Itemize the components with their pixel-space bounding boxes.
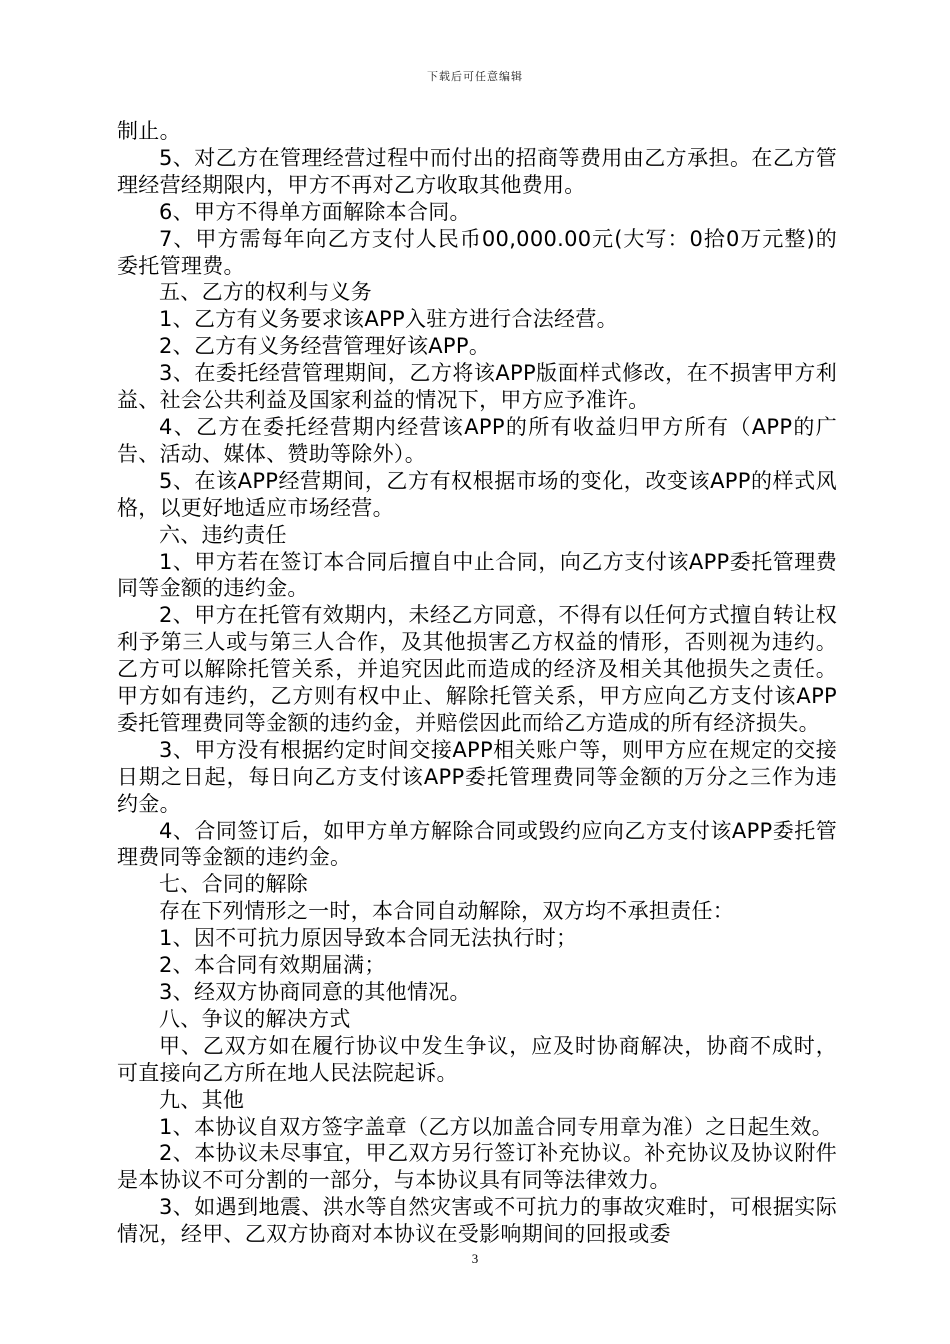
paragraph: 七、合同的解除 (159, 872, 309, 897)
paragraph: 九、其他 (159, 1087, 245, 1112)
paragraph: 存在下列情形之一时，本合同自动解除，双方均不承担责任： (159, 899, 735, 924)
paragraph: 3、经双方协商同意的其他情况。 (159, 980, 471, 1004)
paragraph: 2、甲方在托管有效期内，未经乙方同意，不得有以任何方式擅自转让权利予第三人或与第三人合作，及其他损害乙方权益的情形，否则视为违约。乙方可以解除托管关系，并追究因此而造成的经济及相关其他损失之责任。甲方如有违约，乙方则有权中止、解除托管关系，甲方应向乙方支付该APP委托管理费同等金额的违约金，并赔偿因此而给乙方造成的所有经济损失。 (117, 603, 837, 735)
paragraph: 五、乙方的权利与义务 (159, 280, 372, 305)
paragraph: 1、甲方若在签订本合同后擅自中止合同，向乙方支付该APP委托管理费同等金额的违约金。 (117, 549, 837, 601)
paragraph: 3、甲方没有根据约定时间交接APP相关账户等，则甲方应在规定的交接日期之日起，每日向乙方支付该APP委托管理费同等金额的万分之三作为违约金。 (117, 737, 837, 816)
paragraph: 1、本协议自双方签字盖章（乙方以加盖合同专用章为准）之日起生效。 (159, 1114, 833, 1139)
paragraph: 5、对乙方在管理经营过程中而付出的招商等费用由乙方承担。在乙方管理经营经期限内，甲方不再对乙方收取其他费用。 (117, 145, 837, 197)
page-header: 下载后可任意编辑 (427, 70, 523, 83)
paragraph: 7、甲方需每年向乙方支付人民币00,000.00元(大写：0拾0万元整)的委托管理费。 (117, 226, 837, 278)
paragraph: 4、乙方在委托经营期内经营该APP的所有收益归甲方所有（APP的广告、活动、媒体、赞助等除外）。 (117, 414, 837, 466)
page-number: 3 (471, 1251, 479, 1266)
paragraph: 1、乙方有义务要求该APP入驻方进行合法经营。 (159, 307, 618, 332)
paragraph: 1、因不可抗力原因导致本合同无法执行时； (159, 926, 578, 951)
paragraph: 2、本协议未尽事宜，甲乙双方另行签订补充协议。补充协议及协议附件是本协议不可分割的一部分，与本协议具有同等法律效力。 (117, 1141, 837, 1193)
document-body (117, 118, 837, 1248)
paragraph: 八、争议的解决方式 (159, 1006, 351, 1031)
paragraph: 甲、乙双方如在履行协议中发生争议，应及时协商解决，协商不成时，可直接向乙方所在地人民法院起诉。 (117, 1033, 837, 1085)
paragraph: 6、甲方不得单方面解除本合同。 (159, 199, 471, 224)
paragraph: 4、合同签订后，如甲方单方解除合同或毁约应向乙方支付该APP委托管理费同等金额的违约金。 (117, 818, 837, 870)
paragraph: 3、如遇到地震、洪水等自然灾害或不可抗力的事故灾难时，可根据实际情况，经甲、乙双方协商对本协议在受影响期间的回报或委 (117, 1195, 837, 1247)
paragraph: 3、在委托经营管理期间，乙方将该APP版面样式修改，在不损害甲方利益、社会公共利益及国家利益的情况下，甲方应予准许。 (117, 361, 837, 413)
paragraph: 5、在该APP经营期间，乙方有权根据市场的变化，改变该APP的样式风格，以更好地适应市场经营。 (117, 468, 837, 520)
paragraph: 六、违约责任 (159, 522, 287, 547)
paragraph: 2、乙方有义务经营管理好该APP。 (159, 334, 491, 359)
paragraph: 2、本合同有效期届满； (159, 953, 386, 978)
paragraph: 制止。 (117, 119, 181, 143)
